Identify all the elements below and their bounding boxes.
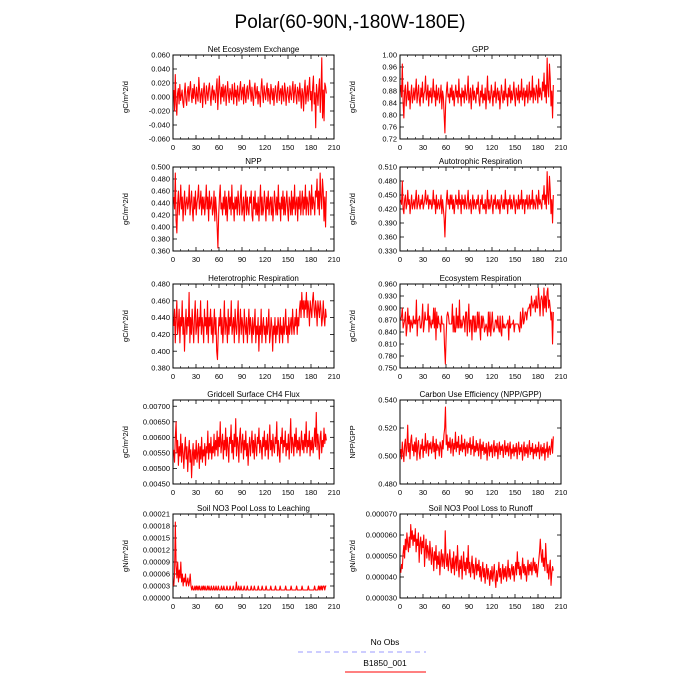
y-tick-label: 0.00500: [142, 464, 170, 474]
y-axis-label: gN/m^2/d: [121, 540, 130, 572]
y-tick-label: 0.510: [378, 162, 397, 172]
y-tick-label: 0.80: [382, 110, 397, 120]
y-tick-label: 0.960: [378, 279, 397, 289]
x-tick-label: 120: [485, 372, 499, 381]
y-tick-label: 0.460: [151, 296, 170, 306]
x-tick-label: 90: [464, 488, 474, 497]
x-tick-label: 210: [554, 602, 568, 611]
x-tick-label: 120: [258, 602, 272, 611]
x-tick-label: 150: [281, 255, 295, 264]
x-tick-label: 180: [304, 488, 318, 497]
x-tick-label: 60: [441, 372, 451, 381]
x-tick-label: 150: [281, 143, 295, 152]
x-tick-label: 150: [508, 372, 522, 381]
x-tick-label: 30: [418, 602, 428, 611]
x-tick-label: 0: [170, 255, 176, 264]
x-tick-label: 90: [237, 602, 247, 611]
x-tick-label: 60: [214, 372, 224, 381]
x-tick-label: 210: [327, 255, 341, 264]
x-tick-label: 90: [237, 488, 247, 497]
y-tick-label: 0.00450: [142, 479, 170, 489]
chart-title: NPP: [245, 157, 262, 166]
y-tick-label: 0.000060: [365, 530, 397, 540]
y-tick-label: 0.930: [378, 291, 397, 301]
x-tick-label: 0: [397, 372, 403, 381]
x-tick-label: 60: [214, 488, 224, 497]
x-tick-label: 60: [441, 488, 451, 497]
chart-title: Soil NO3 Pool Loss to Runoff: [428, 504, 533, 513]
y-tick-label: 0.00003: [142, 581, 170, 591]
y-tick-label: 0.00009: [142, 557, 170, 567]
y-tick-label: 0.00000: [142, 593, 170, 603]
y-axis-label: NPP/GPP: [348, 425, 357, 459]
page-title: Polar(60-90N,-180W-180E): [234, 12, 466, 33]
y-tick-label: 0.380: [151, 234, 170, 244]
x-tick-label: 120: [258, 488, 272, 497]
x-tick-label: 60: [441, 602, 451, 611]
y-tick-label: 0.000: [151, 92, 170, 102]
x-tick-label: 210: [554, 488, 568, 497]
chart-title: GPP: [472, 45, 489, 54]
x-tick-label: 90: [464, 372, 474, 381]
y-tick-label: 1.00: [382, 50, 397, 60]
y-tick-label: 0.000040: [365, 572, 397, 582]
x-tick-label: 150: [508, 488, 522, 497]
x-tick-label: 210: [327, 143, 341, 152]
y-tick-label: 0.780: [378, 351, 397, 361]
x-tick-label: 150: [508, 143, 522, 152]
x-tick-label: 180: [304, 602, 318, 611]
x-tick-label: 180: [531, 372, 545, 381]
y-tick-label: 0.480: [378, 176, 397, 186]
y-tick-label: 0.420: [378, 204, 397, 214]
y-tick-label: -0.020: [148, 106, 170, 116]
y-tick-label: 0.400: [151, 222, 170, 232]
y-tick-label: 0.040: [151, 64, 170, 74]
x-tick-label: 90: [464, 255, 474, 264]
x-tick-label: 120: [485, 143, 499, 152]
y-tick-label: 0.520: [378, 423, 397, 433]
x-tick-label: 60: [441, 255, 451, 264]
x-tick-label: 0: [397, 602, 403, 611]
x-tick-label: 30: [191, 372, 201, 381]
x-tick-label: 0: [397, 143, 403, 152]
chart-title: Carbon Use Efficiency (NPP/GPP): [419, 390, 542, 399]
y-tick-label: 0.480: [378, 479, 397, 489]
y-axis-label: gN/m^2/d: [348, 540, 357, 572]
x-tick-label: 180: [304, 372, 318, 381]
y-tick-label: 0.92: [382, 74, 397, 84]
y-tick-label: 0.390: [378, 218, 397, 228]
y-tick-label: 0.000050: [365, 551, 397, 561]
x-tick-label: 150: [281, 372, 295, 381]
y-tick-label: 0.870: [378, 315, 397, 325]
y-tick-label: 0.420: [151, 210, 170, 220]
legend-label-b1850: B1850_001: [363, 658, 407, 668]
y-tick-label: 0.00550: [142, 448, 170, 458]
y-tick-label: 0.000070: [365, 509, 397, 519]
x-tick-label: 0: [397, 255, 403, 264]
x-tick-label: 30: [191, 255, 201, 264]
y-tick-label: 0.00012: [142, 545, 170, 555]
x-tick-label: 0: [170, 372, 176, 381]
y-tick-label: 0.440: [151, 313, 170, 323]
y-tick-label: 0.00650: [142, 417, 170, 427]
y-tick-label: 0.84: [382, 98, 397, 108]
y-tick-label: 0.500: [151, 162, 170, 172]
x-tick-label: 120: [485, 602, 499, 611]
y-tick-label: 0.00018: [142, 521, 170, 531]
y-tick-label: 0.020: [151, 78, 170, 88]
legend-label-no-obs: No Obs: [370, 637, 400, 647]
x-tick-label: 30: [418, 488, 428, 497]
x-tick-label: 150: [508, 255, 522, 264]
y-axis-label: gC/m^2/d: [121, 426, 130, 458]
x-tick-label: 60: [214, 143, 224, 152]
y-axis-label: gC/m^2/d: [348, 81, 357, 113]
y-tick-label: 0.72: [382, 134, 397, 144]
y-axis-label: gC/m^2/d: [121, 310, 130, 342]
x-tick-label: 150: [508, 602, 522, 611]
y-tick-label: 0.360: [151, 246, 170, 256]
x-tick-label: 180: [531, 488, 545, 497]
x-tick-label: 120: [485, 488, 499, 497]
x-tick-label: 90: [464, 143, 474, 152]
x-tick-label: 0: [397, 488, 403, 497]
x-tick-label: 120: [258, 143, 272, 152]
y-tick-label: 0.480: [151, 174, 170, 184]
y-axis-label: gC/m^2/d: [348, 193, 357, 225]
chart-title: Ecosystem Respiration: [439, 274, 522, 283]
x-tick-label: 180: [531, 143, 545, 152]
x-tick-label: 180: [531, 602, 545, 611]
y-tick-label: 0.400: [151, 346, 170, 356]
chart-title: Net Ecosystem Exchange: [207, 45, 300, 54]
y-tick-label: -0.040: [148, 120, 170, 130]
x-tick-label: 90: [237, 143, 247, 152]
x-tick-label: 60: [214, 602, 224, 611]
x-tick-label: 180: [531, 255, 545, 264]
y-axis-label: gC/m^2/d: [121, 81, 130, 113]
x-tick-label: 30: [418, 143, 428, 152]
x-tick-label: 210: [554, 255, 568, 264]
x-tick-label: 210: [554, 143, 568, 152]
y-tick-label: 0.380: [151, 363, 170, 373]
y-tick-label: 0.750: [378, 363, 397, 373]
x-tick-label: 150: [281, 488, 295, 497]
x-tick-label: 30: [418, 372, 428, 381]
x-tick-label: 180: [304, 255, 318, 264]
x-tick-label: 210: [554, 372, 568, 381]
chart-title: Heterotrophic Respiration: [208, 274, 299, 283]
x-tick-label: 210: [327, 372, 341, 381]
x-tick-label: 120: [485, 255, 499, 264]
x-tick-label: 0: [170, 143, 176, 152]
y-tick-label: 0.96: [382, 62, 397, 72]
y-tick-label: 0.000030: [365, 593, 397, 603]
x-tick-label: 0: [170, 488, 176, 497]
x-tick-label: 30: [191, 488, 201, 497]
y-tick-label: 0.00600: [142, 432, 170, 442]
x-tick-label: 30: [191, 602, 201, 611]
y-tick-label: 0.060: [151, 50, 170, 60]
y-tick-label: 0.360: [378, 232, 397, 242]
y-tick-label: 0.76: [382, 122, 397, 132]
x-tick-label: 90: [237, 255, 247, 264]
y-tick-label: 0.88: [382, 86, 397, 96]
chart-title: Gridcell Surface CH4 Flux: [207, 390, 300, 399]
y-tick-label: 0.420: [151, 330, 170, 339]
y-tick-label: 0.440: [151, 198, 170, 208]
y-tick-label: 0.00021: [142, 509, 170, 519]
y-tick-label: -0.060: [148, 134, 170, 144]
chart-title: Autotrophic Respiration: [438, 157, 523, 166]
x-tick-label: 0: [170, 602, 176, 611]
y-tick-label: 0.00015: [142, 533, 170, 543]
x-tick-label: 60: [441, 143, 451, 152]
y-tick-label: 0.330: [378, 246, 397, 256]
y-axis-label: gC/m^2/d: [121, 193, 130, 225]
y-axis-label: gC/m^2/d: [348, 310, 357, 342]
x-tick-label: 150: [281, 602, 295, 611]
x-tick-label: 210: [327, 602, 341, 611]
x-tick-label: 180: [304, 143, 318, 152]
x-tick-label: 60: [214, 255, 224, 264]
y-tick-label: 0.00700: [142, 401, 170, 411]
x-tick-label: 30: [191, 143, 201, 152]
y-tick-label: 0.810: [378, 339, 397, 349]
y-tick-label: 0.460: [151, 186, 170, 196]
x-tick-label: 210: [327, 488, 341, 497]
x-tick-label: 30: [418, 255, 428, 264]
x-tick-label: 90: [464, 602, 474, 611]
y-tick-label: 0.480: [151, 279, 170, 289]
chart-title: Soil NO3 Pool Loss to Leaching: [197, 504, 310, 513]
y-tick-label: 0.900: [378, 303, 397, 313]
y-tick-label: 0.500: [378, 451, 397, 461]
y-tick-label: 0.450: [378, 190, 397, 200]
y-tick-label: 0.840: [378, 327, 397, 337]
x-tick-label: 90: [237, 372, 247, 381]
y-tick-label: 0.540: [378, 395, 397, 405]
x-tick-label: 120: [258, 372, 272, 381]
x-tick-label: 120: [258, 255, 272, 264]
y-tick-label: 0.00006: [142, 569, 170, 579]
